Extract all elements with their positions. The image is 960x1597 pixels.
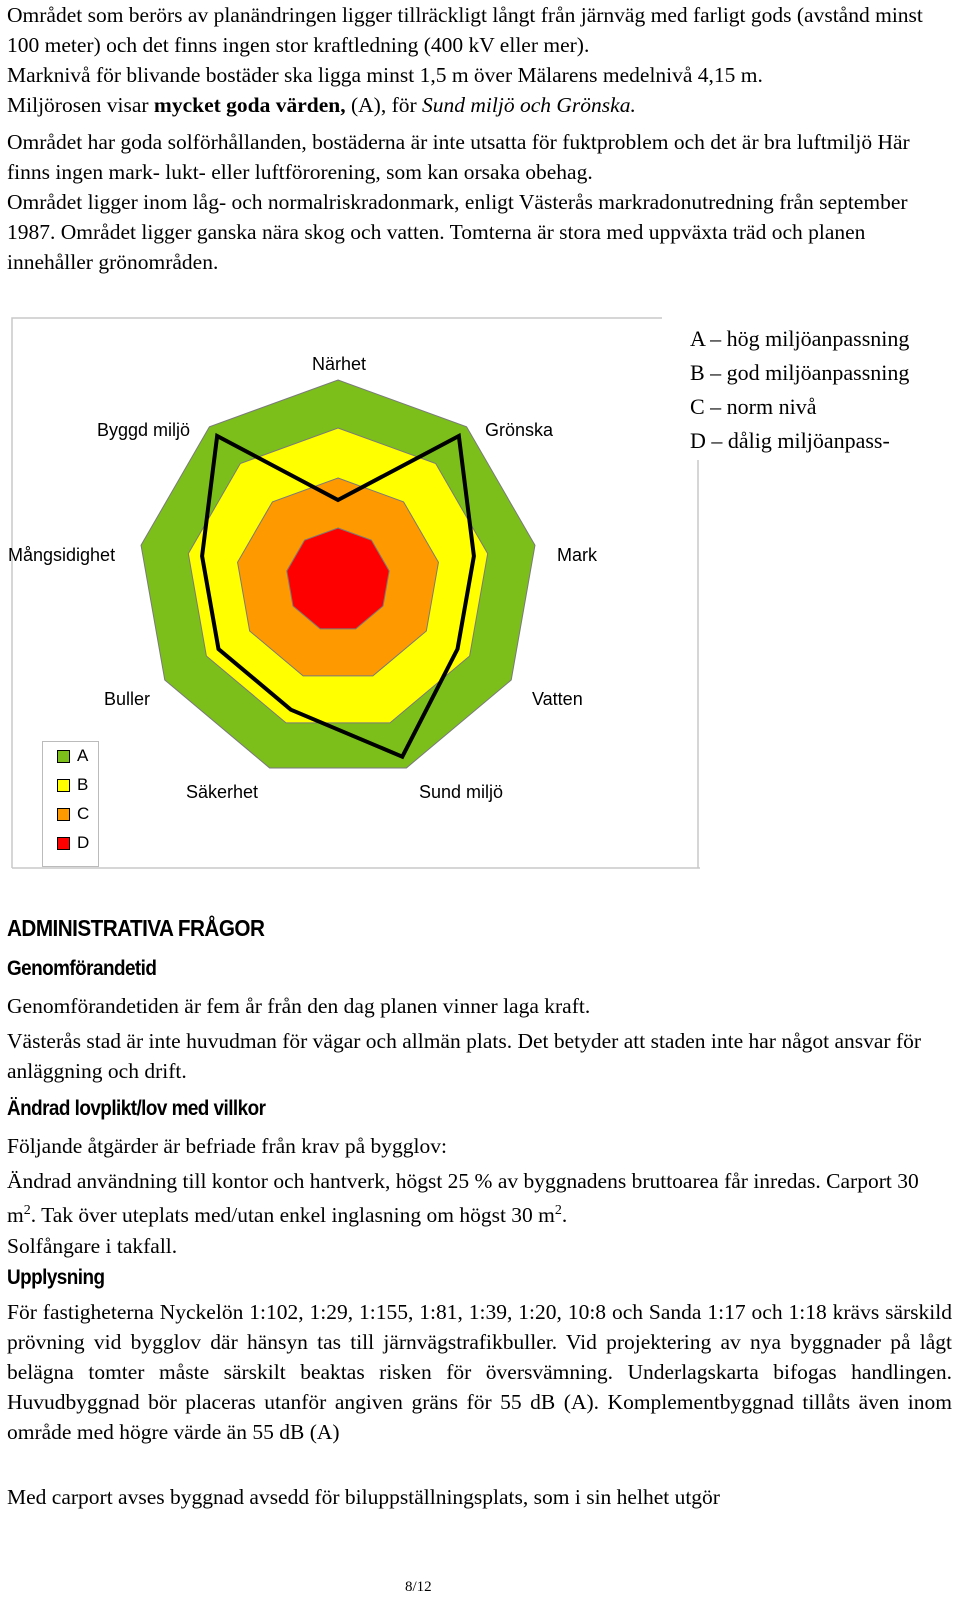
rose-values-mid: (A), för <box>345 93 423 117</box>
color-legend-b <box>43 775 88 795</box>
color-legend-d <box>43 833 89 853</box>
lovplikt-paragraph-2 <box>7 1166 952 1230</box>
axis-label-sund-miljo: Sund miljö <box>419 782 504 802</box>
upplysning-paragraph-2: Med carport avses byggnad avsedd för biluppställningsplats, som i sin helhet utgör <box>7 1485 720 1509</box>
swatch-d <box>57 837 70 850</box>
axis-label-narhet: Närhet <box>312 354 367 374</box>
axis-label-vatten: Vatten <box>532 689 583 709</box>
sup-2: 2 <box>554 1203 562 1218</box>
lovplikt-heading: Ändrad lovplikt/lov med villkor <box>7 1097 266 1120</box>
scale-legend-a: A – hög miljöanpassning <box>690 326 910 351</box>
color-legend-c-label: C <box>77 804 90 823</box>
upplysning-paragraph-1: För fastigheterna Nyckelön 1:102, 1:29, 1:155, 1:81, 1:39, 1:20, 10:8 och Sanda 1:17 och 1:18 krävs särskild prövning vid bygglov där hänsyn tas till järnvägstrafikbuller. Vid projektering av nya byggnader på lågt belägna tomter måste särskilt beaktas risken för översvämning. Underlagskarta bifogas handlingen. Huvudbyggnad bör placeras utanför angiven gräns för 55 dB (A). Komplementbyggnad tillåts även inom område med högre värde än 55 dB (A) <box>7 1300 952 1444</box>
color-legend-b-label: B <box>77 775 89 794</box>
scale-legend <box>690 322 960 468</box>
intro-paragraph-rose-values <box>7 90 952 120</box>
axis-label-sakerhet: Säkerhet <box>186 782 259 802</box>
color-legend-d-label: D <box>77 833 90 852</box>
intro-paragraph-ground-level: Marknivå för blivande bostäder ska ligga minst 1,5 m över Mälarens medelnivå 4,15 m. <box>7 63 763 87</box>
intro-paragraph-radon: Området ligger inom låg- och normalriskradonmark, enligt Västerås markradonutredning från september 1987. Området ligger ganska nära skog och vatten. Tomterna är stora med uppväxta träd och planen innehåller grönområden. <box>7 190 908 274</box>
lovplikt-text-a: Ändrad användning till kontor och hantverk, högst 25 % av byggnadens bruttoarea får inredas. Carport 30 m <box>7 1169 919 1228</box>
lovplikt-paragraph-3: Solfångare i takfall. <box>7 1234 178 1258</box>
upplysning-heading: Upplysning <box>7 1266 105 1289</box>
sup-1: 2 <box>23 1203 31 1218</box>
intro-paragraph-sun: Området har goda solförhållanden, bostäderna är inte utsatta för fuktproblem och det är bra luftmiljö Här finns ingen mark- lukt- eller luftförorening, som kan orsaka obehag. <box>7 130 910 184</box>
color-legend <box>42 741 99 867</box>
axis-label-byggd-miljo: Byggd miljö <box>97 420 191 440</box>
swatch-a <box>57 750 70 763</box>
scale-legend-b: B – god miljöanpassning <box>690 360 910 385</box>
color-legend-a <box>43 746 88 766</box>
axis-label-buller: Buller <box>104 689 151 709</box>
environment-rose-figure <box>0 300 960 880</box>
rose-values-prefix: Miljörosen visar <box>7 93 154 117</box>
color-legend-c <box>43 804 89 824</box>
scale-legend-c: C – norm nivå <box>690 394 817 419</box>
genomforandetid-heading: Genomförandetid <box>7 957 157 980</box>
swatch-b <box>57 779 70 792</box>
lovplikt-text-c: . <box>561 1203 568 1228</box>
genomforandetid-paragraph-1: Genomförandetiden är fem år från den dag planen vinner laga kraft. <box>7 994 591 1018</box>
page-number: 8/12 <box>405 1579 432 1595</box>
rose-values-bold: mycket goda värden, <box>153 93 346 117</box>
swatch-c <box>57 808 70 821</box>
lovplikt-paragraph-1: Följande åtgärder är befriade från krav på bygglov: <box>7 1134 447 1158</box>
intro-paragraph-distance: Området som berörs av planändringen ligger tillräckligt långt från järnväg med farligt gods (avstånd minst 100 meter) och det finns ingen stor kraftledning (400 kV eller mer). <box>7 3 923 57</box>
lovplikt-text-b: . Tak över uteplats med/utan enkel inglasning om högst 30 m <box>30 1203 555 1228</box>
axis-label-gronska: Grönska <box>485 420 554 440</box>
rose-values-italic: Sund miljö och Grönska. <box>422 93 636 117</box>
scale-legend-d: D – dålig miljöanpass- <box>690 428 890 453</box>
admin-heading: ADMINISTRATIVA FRÅGOR <box>7 915 265 941</box>
genomforandetid-paragraph-2: Västerås stad är inte huvudman för vägar och allmän plats. Det betyder att staden inte har något ansvar för anläggning och drift. <box>7 1029 922 1083</box>
axis-label-mangsidighet: Mångsidighet <box>8 545 116 565</box>
color-legend-a-label: A <box>77 746 89 765</box>
axis-label-mark: Mark <box>557 545 597 565</box>
